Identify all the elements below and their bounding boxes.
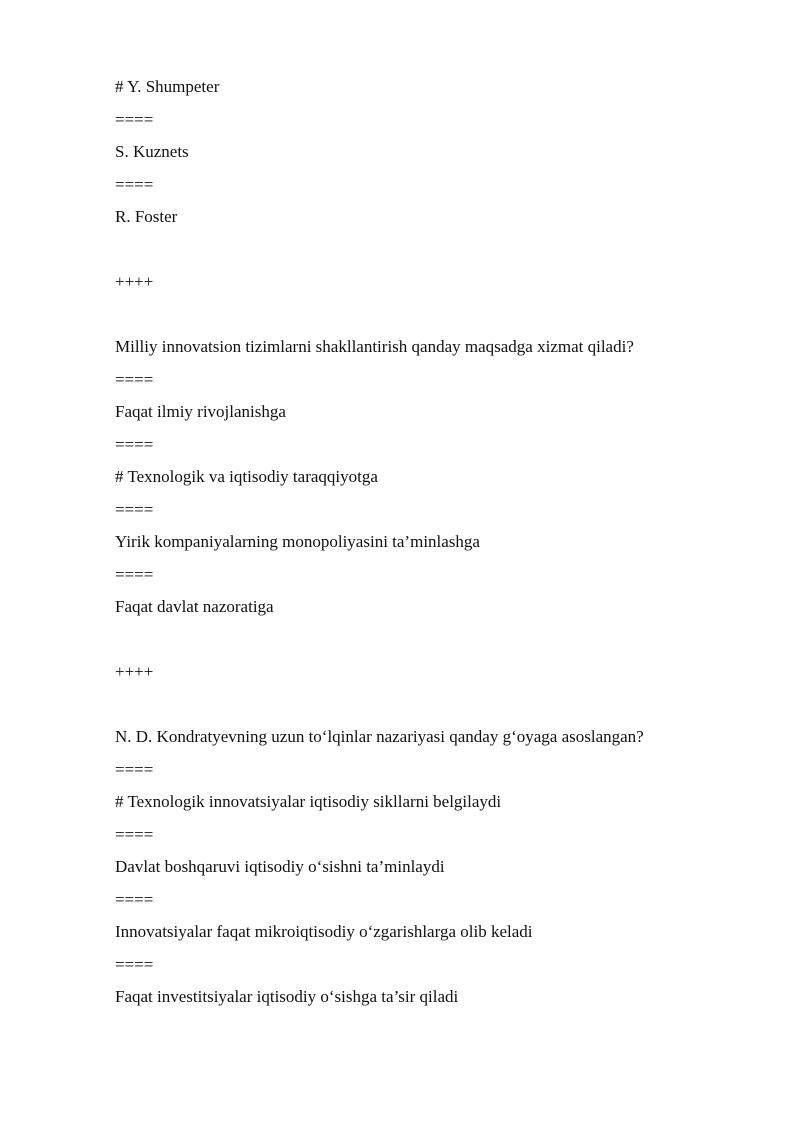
option-separator: ==== — [115, 825, 154, 844]
option-separator: ==== — [115, 890, 154, 909]
option-separator: ==== — [115, 370, 154, 389]
question-separator: ++++ — [115, 662, 154, 681]
answer-option-correct: # Texnologik innovatsiyalar iqtisodiy sikllarni belgilaydi — [115, 792, 502, 811]
option-separator: ==== — [115, 955, 154, 974]
answer-option: Yirik kompaniyalarning monopoliyasini ta’minlashga — [115, 532, 480, 551]
answer-option: R. Foster — [115, 207, 178, 226]
answer-option: Davlat boshqaruvi iqtisodiy o‘sishni ta’minlaydi — [115, 857, 445, 876]
option-separator: ==== — [115, 500, 154, 519]
answer-option: S. Kuznets — [115, 142, 189, 161]
answer-option: Faqat ilmiy rivojlanishga — [115, 402, 286, 421]
option-separator: ==== — [115, 565, 154, 584]
answer-option: Innovatsiyalar faqat mikroiqtisodiy o‘zgarishlarga olib keladi — [115, 922, 533, 941]
option-separator: ==== — [115, 435, 154, 454]
option-separator: ==== — [115, 760, 154, 779]
question-text: Milliy innovatsion tizimlarni shakllantirish qanday maqsadga xizmat qiladi? — [115, 337, 634, 356]
option-separator: ==== — [115, 110, 154, 129]
answer-option: Faqat davlat nazoratiga — [115, 597, 274, 616]
answer-option-correct: # Texnologik va iqtisodiy taraqqiyotga — [115, 467, 378, 486]
option-separator: ==== — [115, 175, 154, 194]
answer-option: Faqat investitsiyalar iqtisodiy o‘sishga ta’sir qiladi — [115, 987, 459, 1006]
answer-option-correct: # Y. Shumpeter — [115, 77, 220, 96]
question-text: N. D. Kondratyevning uzun to‘lqinlar nazariyasi qanday g‘oyaga asoslangan? — [115, 727, 644, 746]
question-separator: ++++ — [115, 272, 154, 291]
